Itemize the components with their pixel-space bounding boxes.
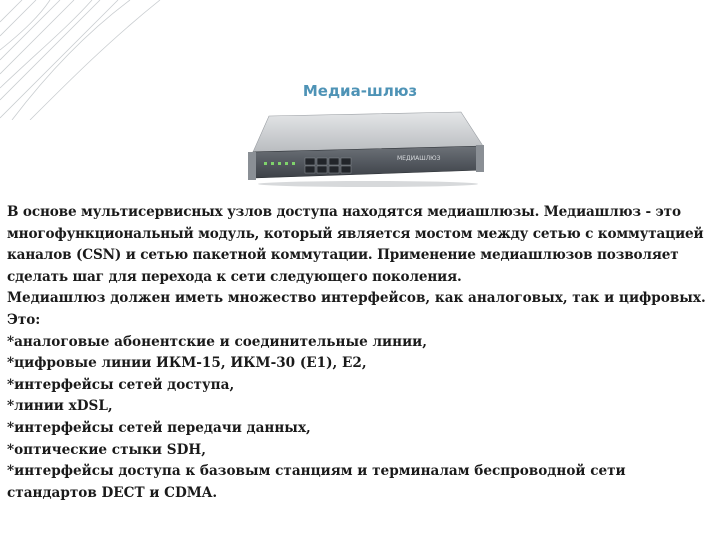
device-label: МЕДИАШЛЮЗ (397, 155, 441, 162)
list-item: *интерфейсы доступа к базовым станциям и терминалам беспроводной сети стандартов DECT и CDMA. (7, 463, 626, 501)
list-item: *линии xDSL, (7, 398, 113, 415)
list-item: *интерфейсы сетей доступа, (7, 376, 235, 393)
paragraph-intro: В основе мультисервисных узлов доступа находятся медиашлюзы. Медиашлюз - это многофункциональный модуль, который является мостом между сетью с коммутацией каналов (CSN) и сетью пакетной коммутации. Применение медиашлюзов позволяет сделать шаг для перехода к сети следующего поколения. (7, 204, 704, 285)
list-item: *интерфейсы сетей передачи данных, (7, 419, 311, 436)
media-gateway-image (247, 108, 485, 190)
body-text (7, 202, 715, 504)
list-item: *аналоговые абонентские и соединительные линии, (7, 333, 427, 350)
list-item: *оптические стыки SDH, (7, 441, 206, 458)
corner-decoration (0, 0, 175, 120)
list-item: *цифровые линии ИКМ-15, ИКМ-30 (Е1), Е2, (7, 355, 367, 372)
paragraph-interfaces: Медиашлюз должен иметь множество интерфейсов, как аналоговых, так и цифровых. Это: (7, 290, 706, 328)
slide-title: Медиа-шлюз (302, 82, 418, 100)
